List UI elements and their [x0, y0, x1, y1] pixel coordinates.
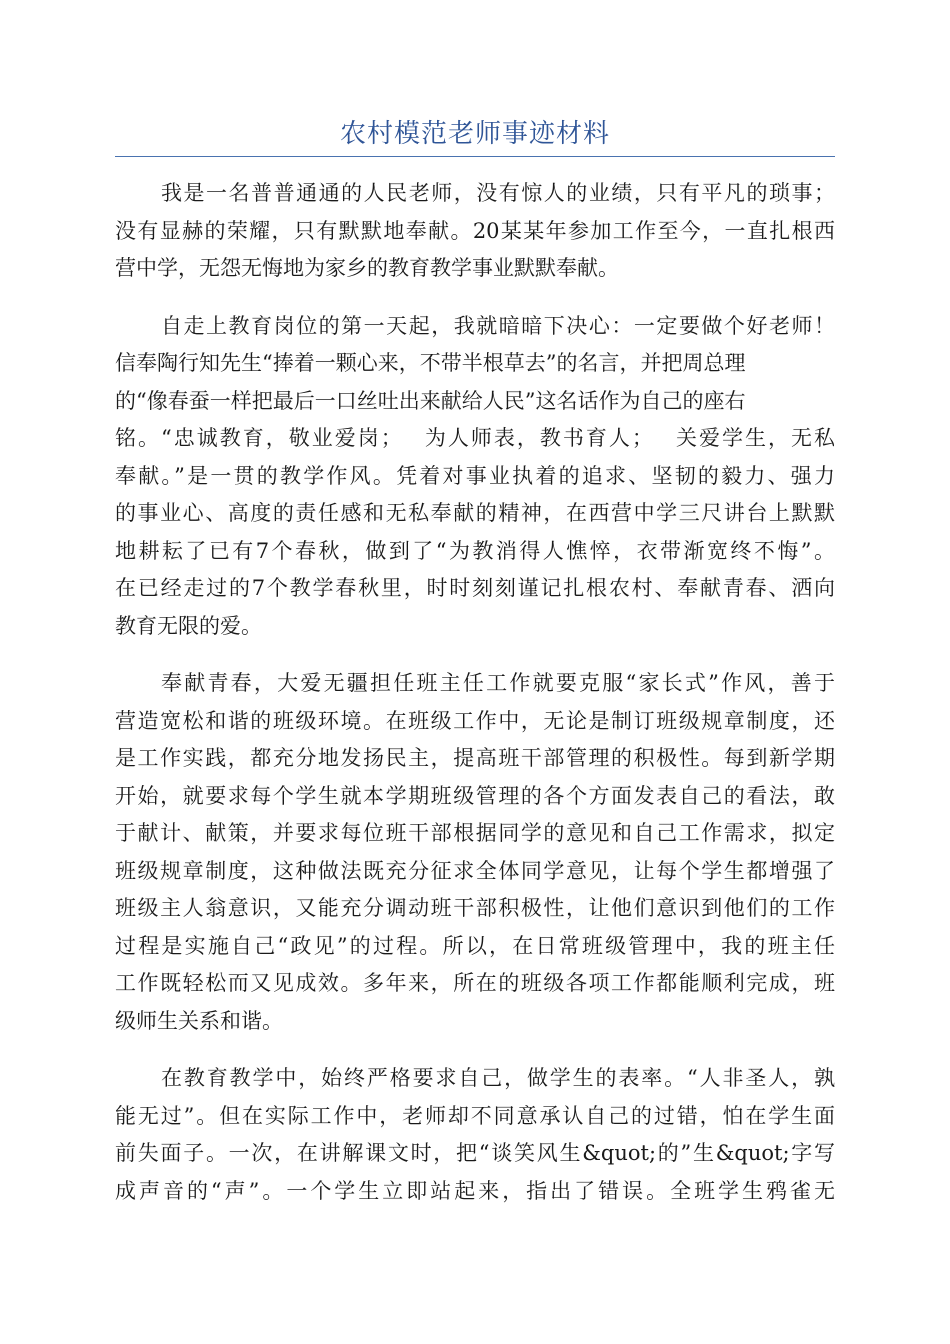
text-line: 班级主人翁意识，又能充分调动班干部积极性，让他们意识到他们的工作 — [115, 896, 835, 920]
text-line: 过程是实施自己“政见”的过程。所以，在日常班级管理中，我的班主任 — [115, 933, 835, 958]
text-line: 是工作实践，都充分地发扬民主，提高班干部管理的积极性。每到新学期 — [115, 746, 835, 770]
text-line: 自走上教育岗位的第一天起，我就暗暗下决心：一定要做个好老师！ — [161, 313, 835, 338]
text-line: 的“像春蚕一样把最后一口丝吐出来献给人民”这名话作为自己的座右 — [115, 388, 746, 413]
paragraph-2 — [115, 308, 835, 646]
text-line: 信奉陶行知先生“捧着一颗心来，不带半根草去”的名言，并把周总理 — [115, 351, 746, 375]
text-line: 班级规章制度，这种做法既充分征求全体同学意见，让每个学生都增强了 — [115, 858, 835, 883]
text-line: 教育无限的爱。 — [115, 613, 262, 638]
text-line: 奉献青春，大爱无疆担任班主任工作就要克服“家长式”作风，善于 — [161, 671, 835, 695]
document-body — [115, 175, 835, 1230]
text-line: 奉献。”是一贯的教学作风。凭着对事业执着的追求、坚韧的毅力、强力 — [115, 463, 835, 488]
paragraph-4 — [115, 1060, 835, 1210]
text-line: 营中学，无怨无悔地为家乡的教育教学事业默默奉献。 — [115, 256, 619, 280]
text-line: 开始，就要求每个学生就本学期班级管理的各个方面发表自己的看法，敢 — [115, 783, 835, 808]
text-line: 级师生关系和谐。 — [115, 1008, 283, 1033]
paragraph-1 — [115, 175, 835, 288]
text-line: 我是一名普普通通的人民老师，没有惊人的业绩，只有平凡的琐事； — [161, 181, 835, 205]
title-block — [115, 112, 835, 157]
text-line: 没有显赫的荣耀，只有默默地奉献。20某某年参加工作至今，一直扎根西 — [115, 218, 835, 243]
text-line: 于献计、献策，并要求每位班干部根据同学的意见和自己工作需求，拟定 — [115, 821, 835, 845]
text-line: 地耕耘了已有7个春秋，做到了“为教消得人憔悴，衣带渐宽终不悔”。 — [115, 538, 835, 563]
text-line: 营造宽松和谐的班级环境。在班级工作中，无论是制订班级规章制度，还 — [115, 708, 835, 733]
text-line: 工作既轻松而又见成效。多年来，所在的班级各项工作都能顺利完成，班 — [115, 971, 835, 995]
text-line: 前失面子。一次，在讲解课文时，把“谈笑风生&quot;的”生&quot;字写 — [115, 1141, 835, 1165]
text-line: 能无过”。但在实际工作中，老师却不同意承认自己的过错，怕在学生面 — [115, 1103, 835, 1128]
text-line: 的事业心、高度的责任感和无私奉献的精神，在西营中学三尺讲台上默默 — [115, 501, 835, 525]
paragraph-3 — [115, 665, 835, 1040]
text-line: 在教育教学中，始终严格要求自己，做学生的表率。“人非圣人，孰 — [161, 1066, 835, 1090]
text-line: 在已经走过的7个教学春秋里，时时刻刻谨记扎根农村、奉献青春、洒向 — [115, 576, 835, 600]
document-title: 农村模范老师事迹材料 — [339, 119, 610, 149]
text-line: 铭。“忠诚教育，敬业爱岗； 为人师表，教书育人； 关爱学生，无私 — [115, 426, 835, 450]
text-line: 成声音的“声”。一个学生立即站起来，指出了错误。全班学生鸦雀无 — [115, 1178, 835, 1203]
